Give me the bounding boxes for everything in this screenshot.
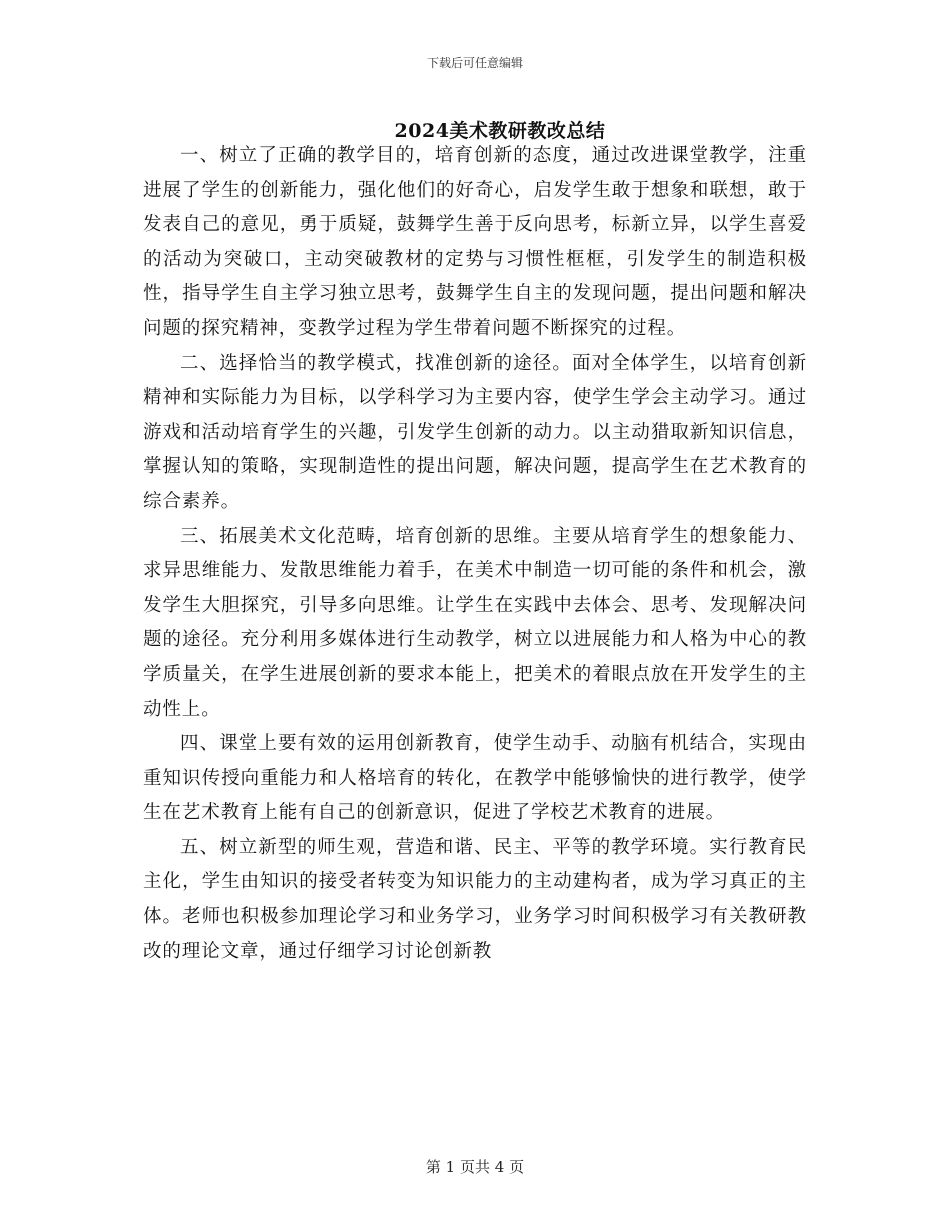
page-number: 第 1 页共 4 页: [425, 1158, 525, 1176]
paragraph-5: 五、树立新型的师生观，营造和谐、民主、平等的教学环境。实行教育民主化，学生由知识的接受者转变为知识能力的主动建构者，成为学习真正的主体。老师也积极参加理论学习和业务学习，业务学习时间积极学习有关教研教改的理论文章，通过仔细学习讨论创新教: [143, 836, 807, 962]
header-note: 下载后可任意编辑: [426, 56, 523, 70]
paragraph-2: 二、选择恰当的教学模式，找准创新的途径。面对全体学生，以培育创新精神和实际能力为目标，以学科学习为主要内容，使学生学会主动学习。通过游戏和活动培育学生的兴趣，引发学生创新的动力。以主动猎取新知识信息，掌握认知的策略，实现制造性的提出问题，解决问题，提高学生在艺术教育的综合素养。: [143, 352, 807, 512]
document-title: 2024美术教研教改总结: [394, 120, 606, 142]
paragraph-3: 三、拓展美术文化范畴，培育创新的思维。主要从培育学生的想象能力、求异思维能力、发散思维能力着手，在美术中制造一切可能的条件和机会，激发学生大胆探究，引导多向思维。让学生在实践中去体会、思考、发现解决问题的途径。充分利用多媒体进行生动教学，树立以进展能力和人格为中心的教学质量关，在学生进展创新的要求本能上，把美术的着眼点放在开发学生的主动性上。: [143, 525, 807, 720]
document-body: [143, 139, 807, 969]
paragraph-1: 一、树立了正确的教学目的，培育创新的态度，通过改进课堂教学，注重进展了学生的创新能力，强化他们的好奇心，启发学生敢于想象和联想，敢于发表自己的意见，勇于质疑，鼓舞学生善于反向思考，标新立异，以学生喜爱的活动为突破口，主动突破教材的定势与习惯性框框，引发学生的制造积极性，指导学生自主学习独立思考，鼓舞学生自主的发现问题，提出问题和解决问题的探究精神，变教学过程为学生带着问题不断探究的过程。: [143, 145, 807, 339]
paragraph-4: 四、课堂上要有效的运用创新教育，使学生动手、动脑有机结合，实现由重知识传授向重能力和人格培育的转化，在教学中能够愉快的进行教学，使学生在艺术教育上能有自己的创新意识，促进了学校艺术教育的进展。: [143, 733, 807, 824]
